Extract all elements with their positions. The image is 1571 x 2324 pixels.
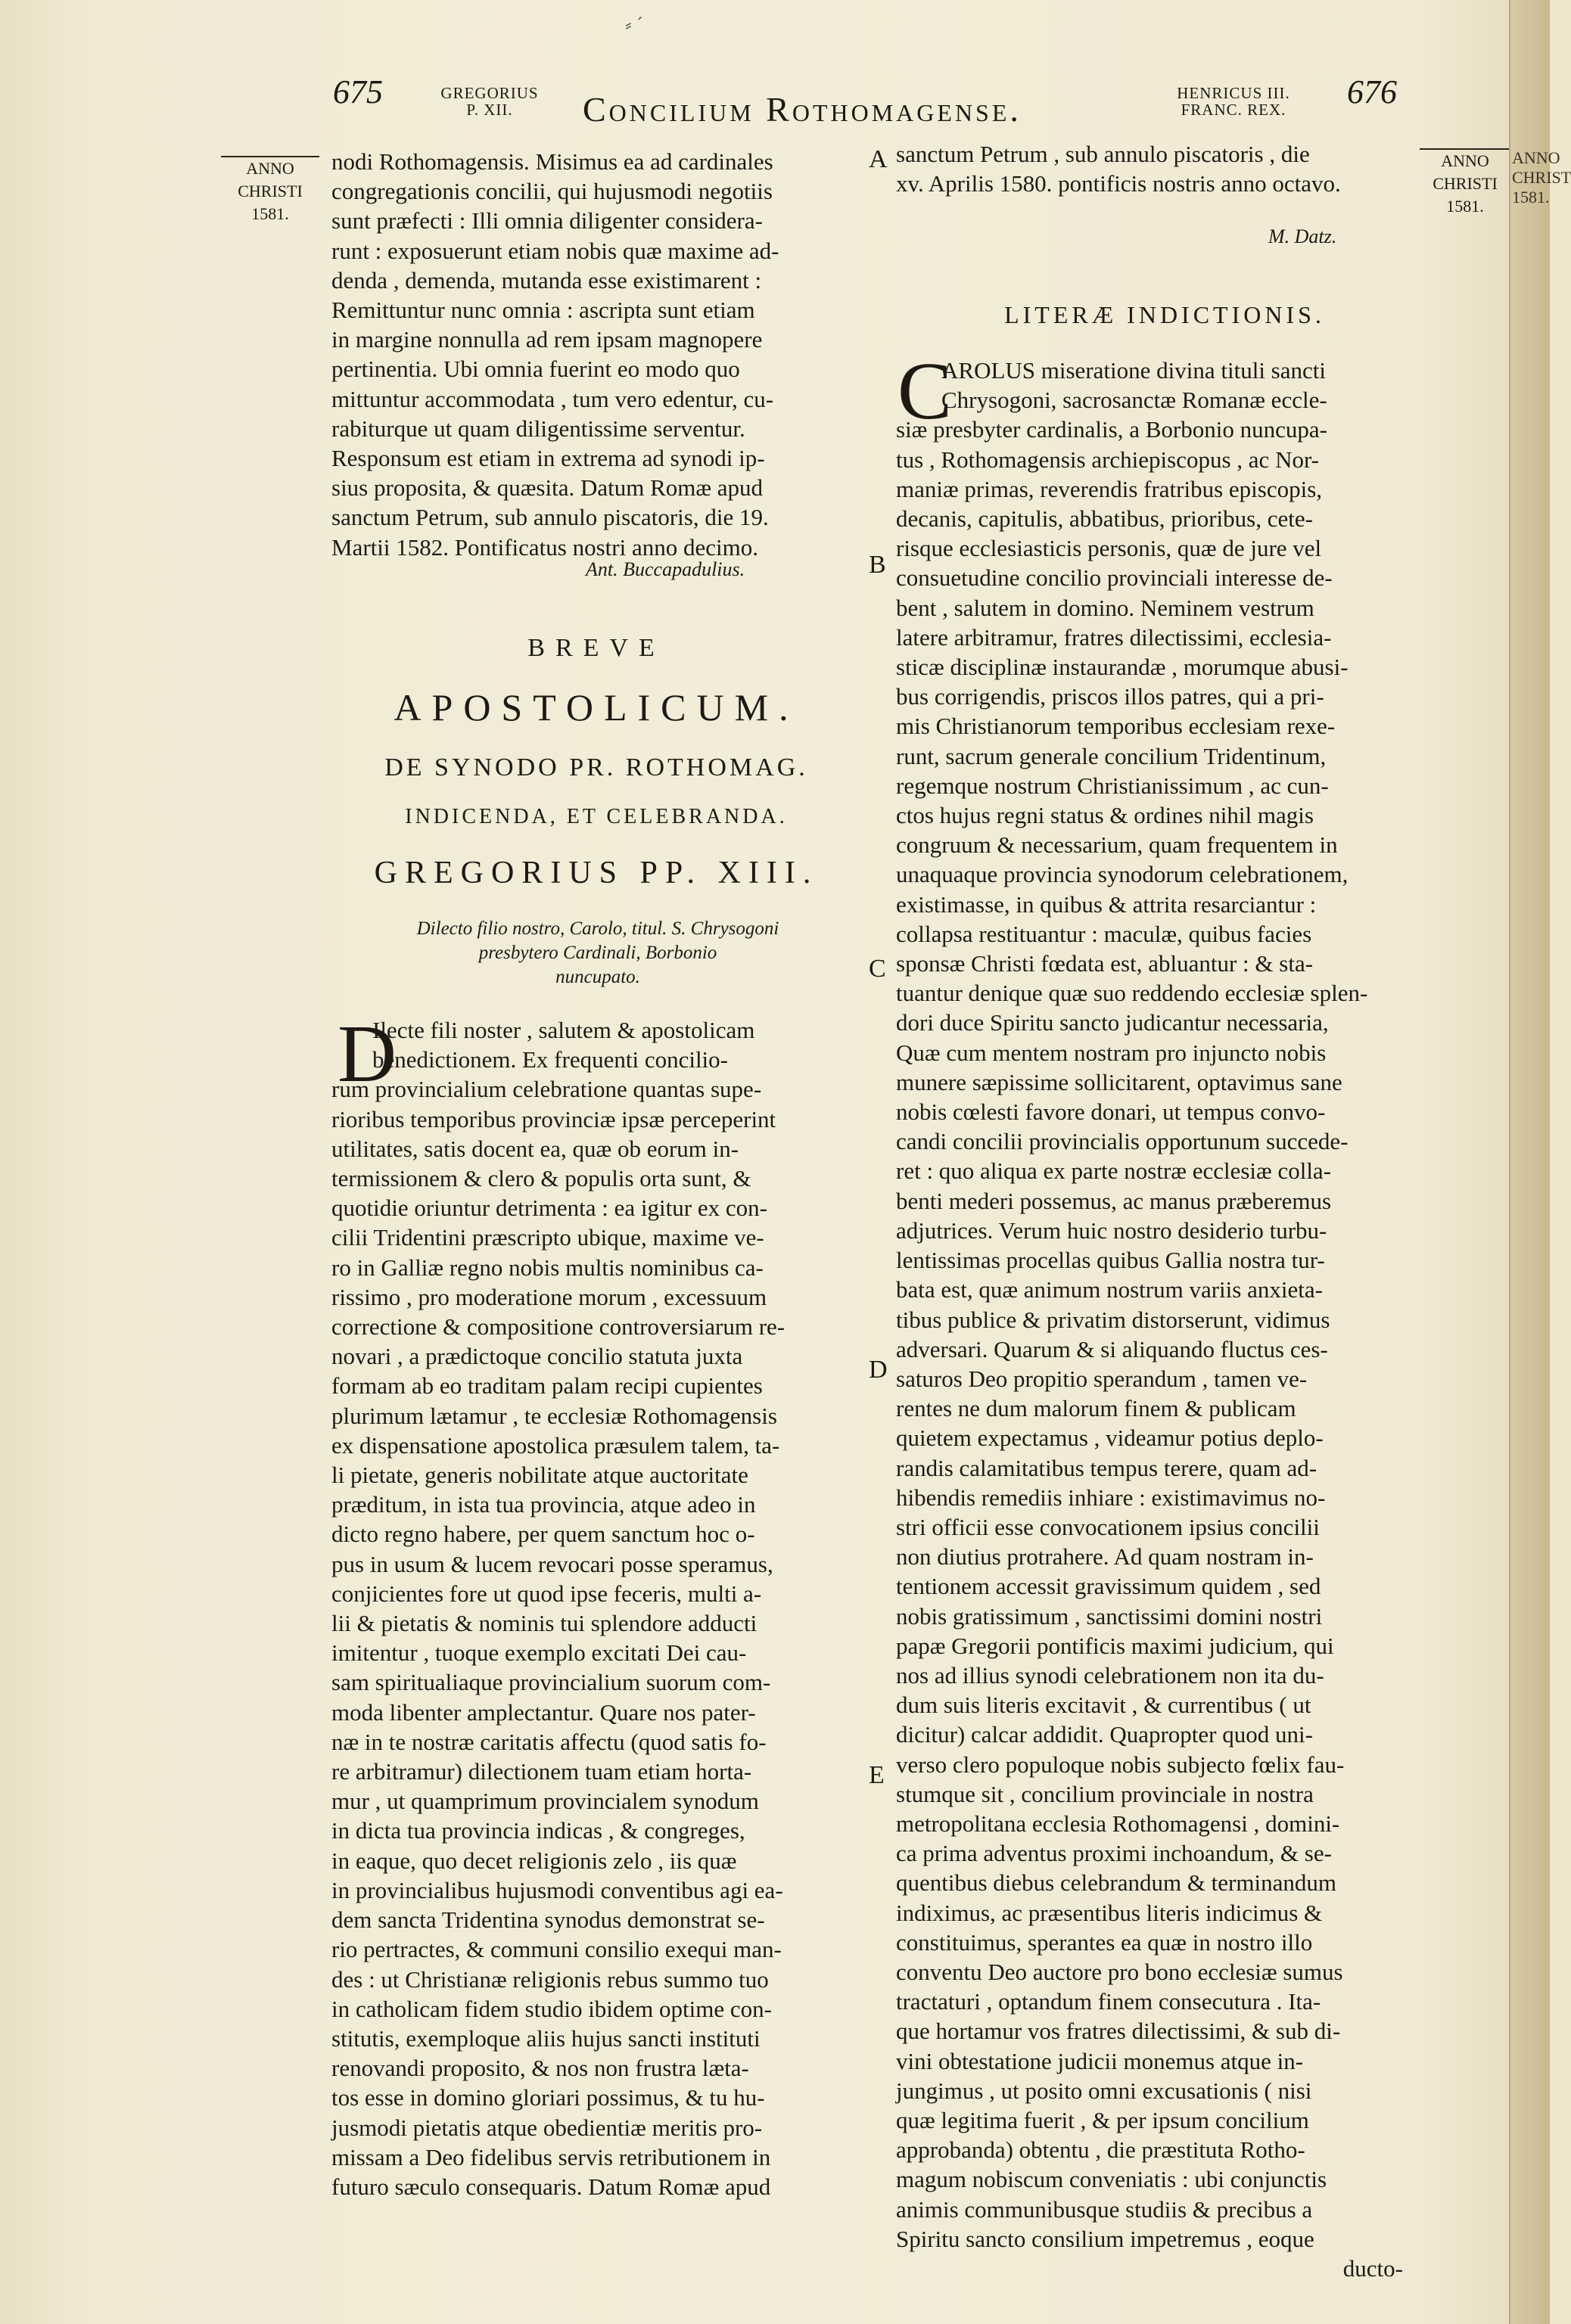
margin-line: 1581. bbox=[251, 204, 289, 223]
text-line: tuantur denique quæ suo reddendo ecclesiæ splen- bbox=[896, 980, 1368, 1007]
text-line: sponsæ Christi fœdata est, abluantur : & sta- bbox=[896, 950, 1314, 977]
text-line: magum nobiscum conveniatis : ubi conjunctis bbox=[896, 2166, 1327, 2193]
margin-year-left bbox=[221, 156, 319, 225]
text-line: adjutrices. Verum huic nostro desiderio turbu- bbox=[896, 1216, 1327, 1244]
margin-year-right bbox=[1420, 148, 1510, 218]
text-line: sanctum Petrum , sub annulo piscatoris , die bbox=[896, 141, 1310, 167]
text-line: verso clero populoque nobis subjecto fœlix fau- bbox=[896, 1751, 1345, 1778]
text-line: munere sæpissime sollicitarent, optavimus sane bbox=[896, 1068, 1342, 1095]
text-line: Responsum est etiam in extrema ad synodi ip- bbox=[331, 445, 765, 472]
text-line: dori duce Spiritu sancto judicantur necessaria, bbox=[896, 1009, 1329, 1036]
address-line: Dilecto filio nostro, Carolo, titul. S. Chrysogoni bbox=[416, 918, 779, 939]
text-line: in margine nonnulla ad rem ipsam magnopere bbox=[331, 326, 763, 353]
text-line: novari , a prædictoque concilio statuta juxta bbox=[331, 1343, 743, 1370]
left-body-text bbox=[331, 1009, 861, 2201]
text-line: quæ legitima fuerit , & per ipsum concilium bbox=[896, 2106, 1309, 2133]
page-number-right: 676 bbox=[1347, 73, 1397, 110]
address-line: nuncupato. bbox=[555, 967, 640, 987]
text-line: futuro sæculo consequaris. Datum Romæ apud bbox=[331, 2173, 771, 2200]
catchword: ducto- bbox=[1342, 2255, 1403, 2282]
text-line: benedictionem. Ex frequenti concilio- bbox=[372, 1046, 728, 1073]
text-line: denda , demenda, mutanda esse existimarent : bbox=[331, 266, 762, 294]
text-line: missam a Deo fidelibus servis retributionem in bbox=[331, 2143, 771, 2170]
address-line: presbytero Cardinali, Borbonio bbox=[478, 943, 717, 963]
running-head-right-line: HENRICUS III. bbox=[1177, 84, 1290, 102]
margin-line: CHRISTI bbox=[238, 182, 303, 200]
text-line: latere arbitramur, fratres dilectissimi, ecclesia- bbox=[896, 623, 1332, 651]
signature-right: M. Datz. bbox=[1268, 225, 1337, 247]
running-head-left-line: GREGORIUS bbox=[440, 84, 539, 102]
text-line: nos ad illius synodi celebrationem non ita du- bbox=[896, 1661, 1324, 1689]
text-line: quentibus diebus celebrandum & terminandum bbox=[896, 1869, 1336, 1897]
text-line: dem sancta Tridentina synodus demonstrat se- bbox=[331, 1906, 765, 1934]
text-line: tibus publice & privatim distorserunt, vidimus bbox=[896, 1306, 1330, 1333]
text-line: pus in usum & lucem revocari posse speramus, bbox=[331, 1550, 773, 1577]
margin-line: ANNO bbox=[1420, 148, 1510, 172]
text-line: dum suis literis excitavit , & currentibus ( ut bbox=[896, 1692, 1311, 1719]
text-line: præditum, in ista tua provincia, atque adeo in bbox=[331, 1491, 756, 1518]
text-line: indiximus, ac præsentibus literis indicimus & bbox=[896, 1899, 1323, 1926]
text-line: benti mederi possemus, ac manus præberemus bbox=[896, 1187, 1332, 1214]
text-line: in dicta tua provincia indicas , & congreges, bbox=[331, 1817, 745, 1844]
text-line: ro in Galliæ regno nobis multis nominibus ca- bbox=[331, 1254, 764, 1281]
text-line: rissimo , pro moderatione morum , excessuum bbox=[331, 1283, 767, 1310]
right-top-text bbox=[896, 139, 1433, 198]
heading-de-synodo: DE SYNODO PR. ROTHOMAG. bbox=[384, 753, 808, 781]
text-line: vini obtestatione judicii monemus atque in- bbox=[896, 2047, 1304, 2074]
text-line: regemque nostrum Christianissimum , ac cun- bbox=[896, 772, 1329, 799]
running-head-left bbox=[433, 85, 546, 118]
text-line: decanis, capitulis, abbatibus, prioribus, cete- bbox=[896, 505, 1313, 533]
margin-line: ANNO bbox=[221, 156, 319, 180]
heading-literae: LITERÆ INDICTIONIS. bbox=[1004, 301, 1325, 328]
edge-line: ANNO bbox=[1512, 148, 1560, 167]
running-head-right-line: FRANC. REX. bbox=[1181, 101, 1286, 119]
text-line: non diutius protrahere. Ad quam nostram in- bbox=[896, 1543, 1314, 1571]
text-line: nobis cœlesti favore donari, ut tempus convo- bbox=[896, 1098, 1326, 1126]
text-line: dicto regno habere, per quem sanctum hoc o- bbox=[331, 1521, 755, 1548]
text-line: rio pertractes, & communi consilio exequi man- bbox=[331, 1936, 782, 1963]
text-line: rioribus temporibus provinciæ ipsæ perceperint bbox=[331, 1105, 776, 1132]
text-line: in eaque, quo decet religionis zelo , iis quæ bbox=[331, 1847, 737, 1874]
drop-cap-c: C bbox=[897, 346, 953, 437]
text-line: imitentur , tuoque exemplo excitati Dei cau- bbox=[331, 1639, 747, 1667]
text-line: rum provincialium celebratione quantas supe- bbox=[331, 1076, 762, 1103]
section-letter-d: D bbox=[869, 1356, 888, 1384]
section-letter-c: C bbox=[869, 955, 886, 983]
text-line: lii & pietatis & nominis tui splendore adducti bbox=[331, 1610, 758, 1637]
text-line: des : ut Christianæ religionis rebus summo tuo bbox=[331, 1965, 769, 1993]
text-line: approbanda) obtentu , die præstituta Rotho- bbox=[896, 2136, 1305, 2164]
text-line: adversari. Quarum & si aliquando fluctus ces- bbox=[896, 1335, 1328, 1362]
text-line: quietem expectamus , videamur potius deplo- bbox=[896, 1425, 1324, 1452]
text-line: siæ presbyter cardinalis, a Borbonio nuncupa- bbox=[896, 416, 1327, 443]
text-line: constituimus, sperantes ea quæ in nostro illo bbox=[896, 1928, 1313, 1956]
margin-line: CHRISTI bbox=[1433, 174, 1498, 193]
text-line: moda libenter amplectantur. Quare nos pater- bbox=[331, 1698, 756, 1726]
text-line: conventu Deo auctore pro bono ecclesiæ sumus bbox=[896, 1958, 1343, 1985]
text-line: sam spiritualiaque provincialium suorum com- bbox=[331, 1669, 771, 1696]
text-line: tentionem accessit gravissimum quidem , sed bbox=[896, 1573, 1321, 1600]
text-line: plurimum lætamur , te ecclesiæ Rothomagensis bbox=[331, 1402, 777, 1429]
left-top-text bbox=[331, 147, 861, 562]
text-line: collapsa restituantur : maculæ, quibus facies bbox=[896, 920, 1312, 947]
text-line: rabiturque ut quam diligentissime serventur. bbox=[331, 415, 745, 442]
text-line: nodi Rothomagensis. Misimus ea ad cardinales bbox=[331, 148, 773, 175]
text-line: randis calamitatibus tempus terere, quam ad- bbox=[896, 1454, 1317, 1481]
text-line: sius proposita, & quæsita. Datum Romæ apud bbox=[331, 474, 764, 502]
text-line: congruum & necessarium, quam frequentem in bbox=[896, 831, 1338, 859]
address-block bbox=[341, 917, 855, 990]
text-line: mittuntur accommodata , tum vero edentur, cu- bbox=[331, 385, 774, 412]
text-line: papæ Gregorii pontificis maximi judicium, qui bbox=[896, 1632, 1334, 1659]
text-line: lentissimas procellas quibus Gallia nostra tur- bbox=[896, 1247, 1325, 1274]
text-line: Ilecte fili noster , salutem & apostolicam bbox=[372, 1017, 755, 1043]
facing-page-edge bbox=[1509, 0, 1571, 2324]
text-line: candi concilii provincialis opportunum succede- bbox=[896, 1128, 1349, 1155]
text-line: dicitur) calcar addidit. Quapropter quod uni- bbox=[896, 1721, 1313, 1748]
text-line: jungimus , ut posito omni excusationis ( nisi bbox=[896, 2077, 1312, 2104]
text-line: hibendis remediis inhiare : existimavimus no- bbox=[896, 1484, 1326, 1511]
text-line: mis Christianorum temporibus ecclesiam rexe- bbox=[896, 713, 1336, 740]
text-line: tractaturi , optandum finem consecutura . Ita- bbox=[896, 1988, 1321, 2015]
text-line: nobis gratissimum , sanctissimi domini nostri bbox=[896, 1602, 1323, 1630]
ornament-mark: ⸗ ˊ bbox=[625, 14, 643, 36]
text-line: Chrysogoni, sacrosanctæ Romanæ eccle- bbox=[941, 387, 1327, 414]
text-line: formam ab eo traditam palam recipi cupientes bbox=[331, 1372, 763, 1400]
text-line: ca prima adventus proximi inchoandum, & se- bbox=[896, 1840, 1332, 1867]
text-line: stri officii esse convocationem ipsius concilii bbox=[896, 1513, 1320, 1540]
text-line: sanctum Petrum, sub annulo piscatoris, die 19. bbox=[331, 504, 769, 531]
text-line: saturos Deo propitio sperandum , tamen ve- bbox=[896, 1365, 1308, 1392]
section-letter-a: A bbox=[869, 145, 888, 173]
section-letter-e: E bbox=[869, 1761, 885, 1789]
text-line: congregationis concilii, qui hujusmodi negotiis bbox=[331, 178, 773, 205]
signature-left: Ant. Buccapadulius. bbox=[586, 558, 745, 580]
edge-margin-note bbox=[1512, 148, 1571, 207]
text-line: ret : quo aliqua ex parte nostræ ecclesiæ colla- bbox=[896, 1157, 1332, 1185]
text-line: ex dispensatione apostolica præsulem talem, ta- bbox=[331, 1431, 780, 1459]
running-title: Concilium Rothomagense. bbox=[583, 90, 1022, 129]
text-line: bent , salutem in domino. Neminem vestrum bbox=[896, 594, 1314, 621]
text-line: stitutis, exemploque aliis hujus sancti instituti bbox=[331, 2024, 761, 2052]
text-line: animis communibusque studiis & precibus a bbox=[896, 2195, 1313, 2223]
running-head-right bbox=[1165, 85, 1302, 118]
drop-cap-d: D bbox=[338, 1009, 397, 1099]
heading-apostolicum: APOSTOLICUM. bbox=[394, 686, 799, 729]
text-line: existimasse, in quibus & attrita resarciantur : bbox=[896, 890, 1317, 918]
text-line: utilitates, satis docent ea, quæ ob eorum in- bbox=[331, 1135, 739, 1162]
page-number-left: 675 bbox=[333, 73, 383, 110]
right-body-text bbox=[896, 346, 1433, 2283]
running-head-left-line: P. XII. bbox=[466, 101, 513, 119]
text-line: Martii 1582. Pontificatus nostri anno decimo. bbox=[331, 533, 758, 561]
text-line: metropolitana ecclesia Rothomagensi , domini- bbox=[896, 1810, 1340, 1837]
text-line: tos esse in domino gloriari possimus, & tu hu- bbox=[331, 2084, 765, 2111]
text-line: quotidie oriuntur detrimenta : ea igitur ex con- bbox=[331, 1195, 767, 1222]
text-line: renovandi proposito, & nos non frustra læta- bbox=[331, 2055, 749, 2082]
edge-line: 1581. bbox=[1512, 188, 1550, 207]
text-line: xv. Aprilis 1580. pontificis nostris anno octavo. bbox=[896, 170, 1341, 197]
text-line: termissionem & clero & populis orta sunt, & bbox=[331, 1165, 751, 1192]
text-line: Spiritu sancto consilium impetremus , eoque bbox=[896, 2225, 1314, 2252]
text-line: cilii Tridentini præscripto ubique, maxime ve- bbox=[331, 1224, 764, 1251]
text-line: sunt præfecti : Illi omnia diligenter considera- bbox=[331, 207, 763, 235]
text-line: in provincialibus hujusmodi conventibus agi ea- bbox=[331, 1876, 783, 1903]
text-line: runt : exposuerunt etiam nobis quæ maxime ad- bbox=[331, 237, 779, 264]
text-line: maniæ primas, reverendis fratribus episcopis, bbox=[896, 475, 1323, 502]
text-line: rentes ne dum malorum finem & publicam bbox=[896, 1395, 1296, 1422]
text-line: AROLUS miseratione divina tituli sancti bbox=[941, 357, 1326, 384]
text-line: bus corrigendis, priscos illos patres, qui a pri- bbox=[896, 683, 1324, 710]
text-line: li pietate, generis nobilitate atque auctoritate bbox=[331, 1462, 748, 1489]
text-line: conjicientes fore ut quod ipse feceris, multi a- bbox=[331, 1580, 762, 1607]
text-line: re arbitramur) dilectionem tuam etiam horta- bbox=[331, 1758, 752, 1785]
text-line: mur , ut quamprimum provincialem synodum bbox=[331, 1788, 759, 1815]
text-line: stumque sit , concilium provinciale in nostra bbox=[896, 1780, 1314, 1807]
text-line: que hortamur vos fratres dilectissimi, & sub di- bbox=[896, 2018, 1341, 2045]
text-line: bata est, quæ animum nostrum variis anxieta- bbox=[896, 1276, 1323, 1303]
text-line: ctos hujus regni status & ordines nihil magis bbox=[896, 802, 1314, 829]
text-line: Quæ cum mentem nostram pro injuncto nobis bbox=[896, 1039, 1327, 1066]
text-line: risque ecclesiasticis personis, quæ de jure vel bbox=[896, 535, 1322, 562]
heading-pope: GREGORIUS PP. XIII. bbox=[374, 856, 819, 890]
text-line: sticæ disciplinæ instaurandæ , morumque abusi- bbox=[896, 654, 1349, 681]
section-letter-b: B bbox=[869, 551, 886, 579]
text-line: Remittuntur nunc omnia : ascripta sunt etiam bbox=[331, 297, 755, 324]
text-line: consuetudine concilio provinciali interesse de- bbox=[896, 564, 1333, 592]
heading-breve: BREVE bbox=[527, 634, 665, 662]
text-line: runt, sacrum generale concilium Tridentinum, bbox=[896, 742, 1327, 769]
text-line: næ in te nostræ caritatis affectu (quod satis fo- bbox=[331, 1728, 767, 1755]
text-line: unaquaque provincia synodorum celebrationem, bbox=[896, 861, 1349, 888]
text-line: pertinentia. Ubi omnia fuerint eo modo quo bbox=[331, 356, 740, 383]
margin-line: 1581. bbox=[1446, 197, 1484, 216]
text-line: tus , Rothomagensis archiepiscopus , ac Nor- bbox=[896, 446, 1319, 473]
edge-line: CHRIST bbox=[1512, 168, 1571, 187]
text-line: jusmodi pietatis atque obedientiæ meritis pro- bbox=[331, 2114, 763, 2141]
heading-indicenda: INDICENDA, ET CELEBRANDA. bbox=[405, 805, 788, 828]
text-line: in catholicam fidem studio ibidem optime con- bbox=[331, 1995, 772, 2022]
text-line: correctione & compositione controversiarum re- bbox=[331, 1313, 786, 1341]
